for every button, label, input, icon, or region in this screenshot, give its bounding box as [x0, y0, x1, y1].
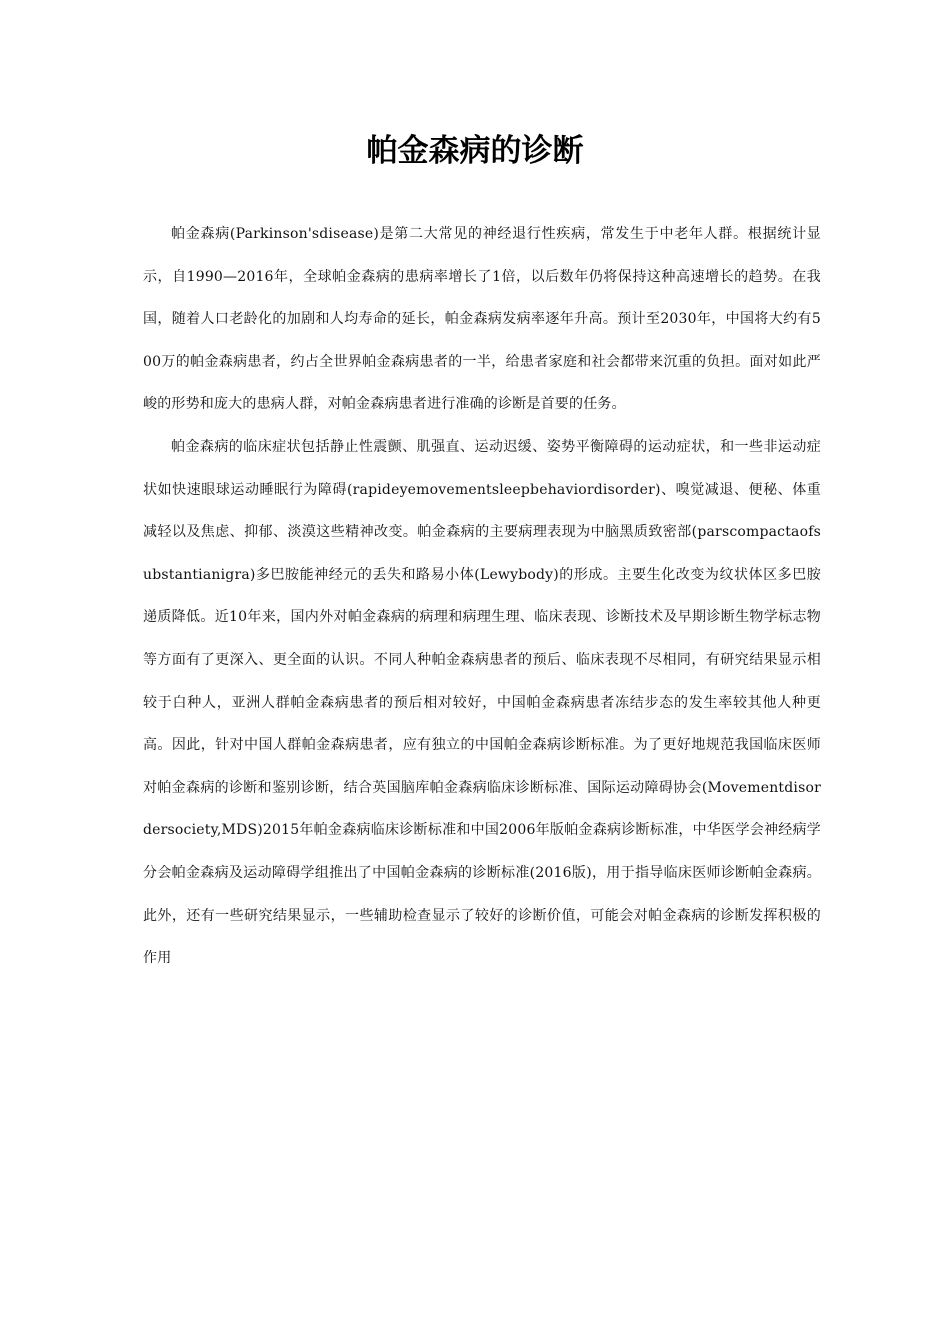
paragraph-clinical-symptoms: 帕金森病的临床症状包括静止性震颤、肌强直、运动迟缓、姿势平衡障碍的运动症状，和一些非运动症状如快速眼球运动睡眠行为障碍(rapideyemovementsleepbehaviordisorder)、嗅觉减退、便秘、体重减轻以及焦虑、抑郁、淡漠这些精神改变。帕金森病的主要病理表现为中脑黑质致密部(parscompactaofsubstantianigra)多巴胺能神经元的丢失和路易小体(Lewybody)的形成。主要生化改变为纹状体区多巴胺递质降低。近10年来，国内外对帕金森病的病理和病理生理、临床表现、诊断技术及早期诊断生物学标志物等方面有了更深入、更全面的认识。不同人种帕金森病患者的预后、临床表现不尽相同，有研究结果显示相较于白种人，亚洲人群帕金森病患者的预后相对较好，中国帕金森病患者冻结步态的发生率较其他人种更高。因此，针对中国人群帕金森病患者，应有独立的中国帕金森病诊断标准。为了更好地规范我国临床医师对帕金森病的诊断和鉴别诊断，结合英国脑库帕金森病临床诊断标准、国际运动障碍协会(Movementdisordersociety,MDS)2015年帕金森病临床诊断标准和中国2006年版帕金森病诊断标准，中华医学会神经病学分会帕金森病及运动障碍学组推出了中国帕金森病的诊断标准(2016版)，用于指导临床医师诊断帕金森病。此外，还有一些研究结果显示，一些辅助检查显示了较好的诊断价值，可能会对帕金森病的诊断发挥积极的作用 — [143, 438, 821, 967]
document-title: 帕金森病的诊断 — [366, 133, 584, 169]
document-body — [143, 213, 821, 980]
paragraph-introduction: 帕金森病(Parkinson'sdisease)是第二大常见的神经退行性疾病，常发生于中老年人群。根据统计显示，自1990—2016年，全球帕金森病的患病率增长了1倍，以后数年仍将保持这种高速增长的趋势。在我国，随着人口老龄化的加剧和人均寿命的延长，帕金森病发病率逐年升高。预计至2030年，中国将大约有500万的帕金森病患者，约占全世界帕金森病患者的一半，给患者家庭和社会都带来沉重的负担。面对如此严峻的形势和庞大的患病人群，对帕金森病患者进行准确的诊断是首要的任务。 — [143, 226, 821, 413]
